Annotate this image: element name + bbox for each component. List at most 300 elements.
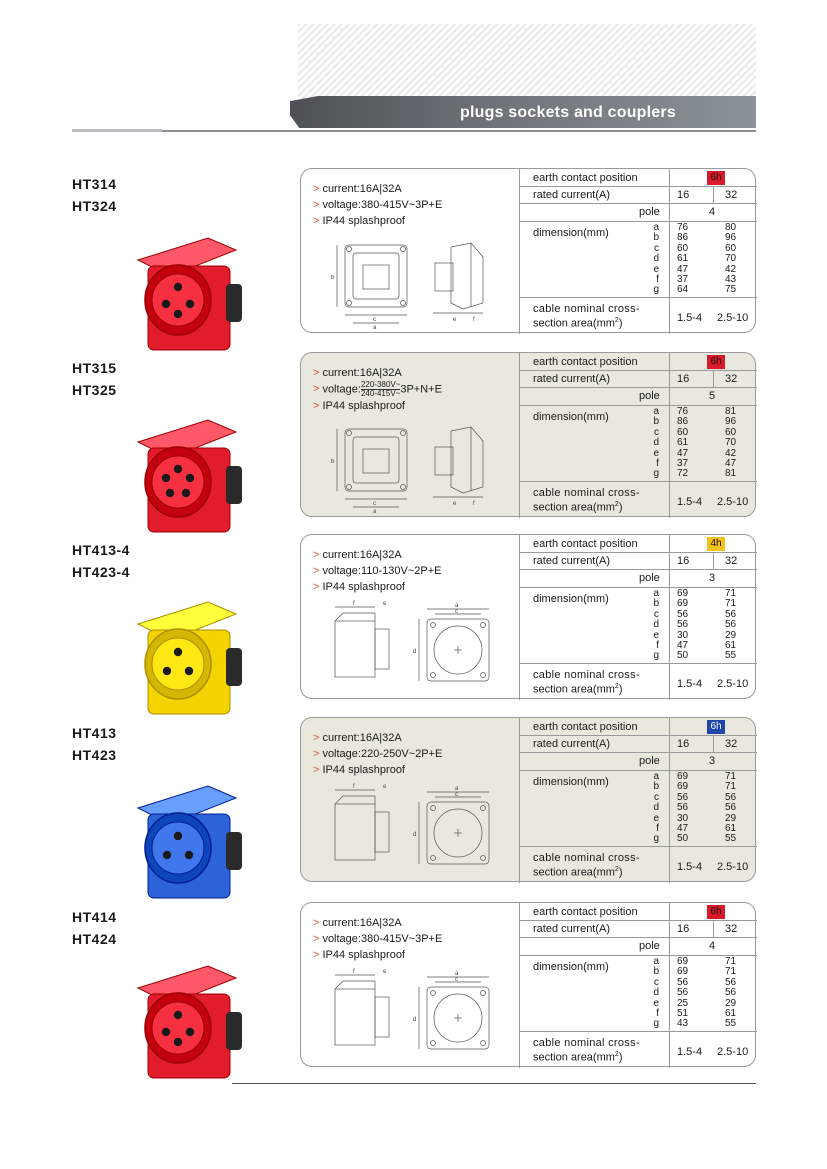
dimension-value: 70 xyxy=(725,253,737,265)
rated-current-label: rated current(A) xyxy=(533,738,611,750)
dimension-drawing xyxy=(323,969,513,1059)
dimension-value: 55 xyxy=(725,650,737,662)
table-rule xyxy=(669,535,670,700)
table-rule xyxy=(519,297,757,298)
dimension-value: 55 xyxy=(725,833,737,845)
pole-label: pole xyxy=(639,940,660,952)
bullet-marker: > xyxy=(313,581,320,593)
table-rule xyxy=(519,387,757,388)
dimension-label: dimension(mm) xyxy=(533,776,609,788)
model-number: HT423-4 xyxy=(72,564,130,580)
feature-list xyxy=(313,547,442,595)
dimension-value: 60 xyxy=(725,242,737,254)
dimension-letter: c xyxy=(654,791,659,803)
dimension-letters xyxy=(643,407,659,480)
dimension-letter: g xyxy=(653,284,659,296)
bullet-marker: > xyxy=(313,917,320,929)
cable-label-close: ) xyxy=(618,866,623,879)
cable-label-close: ) xyxy=(618,317,623,330)
model-number: HT314 xyxy=(72,176,117,192)
dimension-value: 75 xyxy=(725,284,737,296)
dimension-value: 56 xyxy=(677,976,689,988)
protection-text: IP44 splashproof xyxy=(322,764,405,776)
voltage-range xyxy=(361,381,400,398)
cable-label-close: ) xyxy=(618,1051,623,1064)
dimension-letter: a xyxy=(653,588,659,599)
dimension-value: 29 xyxy=(725,812,737,824)
pole-value: 3 xyxy=(709,572,716,584)
dimension-value: 71 xyxy=(725,781,737,793)
dimension-value: 47 xyxy=(677,447,689,459)
spec-table xyxy=(519,353,757,516)
dimension-value: 47 xyxy=(725,458,737,470)
dimension-value: 50 xyxy=(677,650,689,662)
voltage-text: voltage:220-250V~2P+E xyxy=(322,748,443,760)
feature-current xyxy=(313,547,442,563)
dimension-letter: e xyxy=(653,997,659,1009)
table-rule xyxy=(519,903,520,1068)
dimension-values-16 xyxy=(677,589,688,662)
earth-position-badge: 6h xyxy=(707,171,725,185)
dimension-value: 71 xyxy=(725,598,737,610)
svg-text:c: c xyxy=(373,317,376,323)
feature-voltage xyxy=(313,197,442,213)
table-rule xyxy=(519,587,757,588)
table-rule xyxy=(519,937,757,938)
dimension-value: 69 xyxy=(677,956,689,967)
earth-contact-label: earth contact position xyxy=(533,356,638,368)
bullet-marker: > xyxy=(313,549,320,561)
dimension-value: 55 xyxy=(725,1018,737,1030)
table-rule xyxy=(519,752,757,753)
table-rule xyxy=(519,169,520,334)
dimension-value: 69 xyxy=(677,588,689,599)
cable-label-line2 xyxy=(533,866,623,879)
dimension-label: dimension(mm) xyxy=(533,411,609,423)
dimension-value: 42 xyxy=(725,263,737,275)
dimension-value: 96 xyxy=(725,232,737,244)
cable-label-superscript: 2 xyxy=(614,1051,619,1058)
feature-list xyxy=(313,365,442,414)
dimension-value: 81 xyxy=(725,406,737,417)
dimension-letter: g xyxy=(653,468,659,480)
earth-contact-label: earth contact position xyxy=(533,906,638,918)
dimension-letters xyxy=(643,589,659,662)
svg-text:e: e xyxy=(383,969,387,975)
dimension-value: 69 xyxy=(677,966,689,978)
feature-protection xyxy=(313,762,442,778)
svg-text:e: e xyxy=(383,601,387,607)
cable-label-line1: cable nominal cross- xyxy=(533,1037,640,1049)
dimension-value: 30 xyxy=(677,629,689,641)
dimension-value: 37 xyxy=(677,458,689,470)
dimension-label: dimension(mm) xyxy=(533,961,609,973)
dimension-value: 50 xyxy=(677,833,689,845)
bullet-marker: > xyxy=(313,215,320,227)
dimension-value: 64 xyxy=(677,284,689,296)
feature-current xyxy=(313,365,442,381)
dimension-value: 56 xyxy=(725,976,737,988)
dimension-value: 71 xyxy=(725,771,737,782)
feature-current xyxy=(313,915,442,931)
dimension-value: 60 xyxy=(677,242,689,254)
dimension-letters xyxy=(643,223,659,296)
dimension-value: 72 xyxy=(677,468,689,480)
svg-text:d: d xyxy=(413,832,417,838)
dimension-letter: c xyxy=(654,608,659,620)
dimension-letter: a xyxy=(653,222,659,233)
svg-text:c: c xyxy=(455,609,458,615)
current-text: current:16A|32A xyxy=(322,917,402,929)
current-text: current:16A|32A xyxy=(322,183,402,195)
table-rule xyxy=(713,921,714,937)
table-rule xyxy=(519,481,757,482)
feature-voltage xyxy=(313,563,442,579)
product-photo xyxy=(108,228,248,358)
dimension-letter: g xyxy=(653,650,659,662)
feature-list xyxy=(313,730,442,778)
cable-label-line1: cable nominal cross- xyxy=(533,852,640,864)
table-rule xyxy=(519,552,757,553)
cable-area-16: 1.5-4 xyxy=(677,678,703,690)
bullet-marker: > xyxy=(313,183,320,195)
pole-value: 4 xyxy=(709,206,716,218)
pole-label: pole xyxy=(639,572,660,584)
cable-label-superscript: 2 xyxy=(614,866,619,873)
dimension-value: 56 xyxy=(725,608,737,620)
dimension-letter: d xyxy=(653,619,659,631)
svg-text:c: c xyxy=(455,792,458,798)
dimension-letter: f xyxy=(656,274,659,286)
feature-list xyxy=(313,181,442,229)
spec-table xyxy=(519,535,757,698)
dimension-value: 69 xyxy=(677,771,689,782)
spec-table xyxy=(519,718,757,881)
dimension-value: 70 xyxy=(725,437,737,449)
cable-area-16: 1.5-4 xyxy=(677,312,703,324)
dimension-letter: f xyxy=(656,640,659,652)
rated-current-32: 32 xyxy=(725,373,738,385)
svg-text:d: d xyxy=(413,1017,417,1023)
dimension-letter: b xyxy=(653,416,659,428)
dimension-letter: d xyxy=(653,253,659,265)
cable-label-text: section area(mm xyxy=(533,683,615,696)
dimension-values-32 xyxy=(725,772,736,845)
feature-protection xyxy=(313,579,442,595)
pole-value: 3 xyxy=(709,755,716,767)
cable-label-superscript: 2 xyxy=(614,317,619,324)
product-photo xyxy=(108,410,248,540)
feature-current xyxy=(313,181,442,197)
feature-protection xyxy=(313,398,442,414)
rated-current-32: 32 xyxy=(725,738,738,750)
voltage-text: voltage:380-415V~3P+E xyxy=(322,933,443,945)
rated-current-label: rated current(A) xyxy=(533,555,611,567)
svg-text:d: d xyxy=(413,649,417,655)
dimension-drawing xyxy=(323,237,513,331)
dimension-value: 60 xyxy=(725,426,737,438)
dimension-letter: e xyxy=(653,447,659,459)
dimension-value: 69 xyxy=(677,598,689,610)
dimension-value: 29 xyxy=(725,629,737,641)
dimension-value: 47 xyxy=(677,823,689,835)
model-number: HT423 xyxy=(72,747,117,763)
table-rule xyxy=(519,663,757,664)
pole-label: pole xyxy=(639,206,660,218)
svg-text:a: a xyxy=(373,509,377,515)
spec-card xyxy=(300,902,756,1067)
dimension-value: 37 xyxy=(677,274,689,286)
cable-label-text: section area(mm xyxy=(533,501,615,514)
table-rule xyxy=(519,569,757,570)
current-text: current:16A|32A xyxy=(322,732,402,744)
table-rule xyxy=(519,535,520,700)
table-rule xyxy=(519,718,520,883)
bullet-marker: > xyxy=(313,367,320,379)
bullet-marker: > xyxy=(313,949,320,961)
dimension-value: 56 xyxy=(725,987,737,999)
voltage-text: voltage:110-130V~2P+E xyxy=(322,565,442,577)
table-rule xyxy=(669,903,670,1068)
rated-current-label: rated current(A) xyxy=(533,189,611,201)
cable-area-16: 1.5-4 xyxy=(677,1046,703,1058)
table-rule xyxy=(669,353,670,518)
rated-current-16: 16 xyxy=(677,373,690,385)
table-rule xyxy=(519,405,757,406)
bullet-marker: > xyxy=(313,933,320,945)
svg-text:a: a xyxy=(455,786,459,792)
product-photo xyxy=(108,776,248,906)
cable-label-text: section area(mm xyxy=(533,317,615,330)
table-rule xyxy=(519,186,757,187)
table-rule xyxy=(669,169,670,334)
rated-current-16: 16 xyxy=(677,189,690,201)
dimension-value: 42 xyxy=(725,447,737,459)
pole-label: pole xyxy=(639,390,660,402)
dimension-value: 25 xyxy=(677,997,689,1009)
cable-label-line2 xyxy=(533,1051,623,1064)
header-rule-accent xyxy=(72,129,162,132)
table-rule xyxy=(519,955,757,956)
dimension-drawing xyxy=(323,601,513,691)
cable-area-16: 1.5-4 xyxy=(677,496,703,508)
dimension-value: 29 xyxy=(725,997,737,1009)
page-title: plugs sockets and couplers xyxy=(460,104,676,121)
cable-label-superscript: 2 xyxy=(614,501,619,508)
cable-area-32: 2.5-10 xyxy=(717,1046,749,1058)
earth-contact-label: earth contact position xyxy=(533,538,638,550)
voltage-range-top: 220-380V~ xyxy=(360,380,401,389)
dimension-letter: g xyxy=(653,1018,659,1030)
voltage-range-bottom: 240-415V~ xyxy=(360,389,401,398)
rated-current-16: 16 xyxy=(677,738,690,750)
spec-card xyxy=(300,168,756,333)
spec-card xyxy=(300,352,756,517)
dimension-drawing xyxy=(323,421,513,515)
cable-area-32: 2.5-10 xyxy=(717,678,749,690)
dimension-letters xyxy=(643,957,659,1030)
dimension-letter: a xyxy=(653,406,659,417)
dimension-letter: d xyxy=(653,802,659,814)
dimension-value: 81 xyxy=(725,468,737,480)
dimension-value: 96 xyxy=(725,416,737,428)
cable-label-line2 xyxy=(533,683,623,696)
header-hatch-pattern xyxy=(298,24,756,100)
svg-text:e: e xyxy=(453,317,457,323)
svg-text:e: e xyxy=(383,784,387,790)
dimension-letter: d xyxy=(653,987,659,999)
dimension-value: 69 xyxy=(677,781,689,793)
dimension-value: 56 xyxy=(677,802,689,814)
cable-label-close: ) xyxy=(618,683,623,696)
dimension-value: 43 xyxy=(725,274,737,286)
dimension-value: 56 xyxy=(725,619,737,631)
dimension-letter: f xyxy=(656,458,659,470)
protection-text: IP44 splashproof xyxy=(322,581,405,593)
bullet-marker: > xyxy=(313,400,320,412)
model-number: HT424 xyxy=(72,931,117,947)
spec-table xyxy=(519,903,757,1066)
dimension-value: 56 xyxy=(677,987,689,999)
dimension-values-16 xyxy=(677,407,688,480)
dimension-values-32 xyxy=(725,957,736,1030)
dimension-value: 56 xyxy=(677,619,689,631)
cable-label-superscript: 2 xyxy=(614,683,619,690)
dimension-value: 56 xyxy=(725,791,737,803)
rated-current-32: 32 xyxy=(725,189,738,201)
dimension-values-32 xyxy=(725,223,736,296)
dimension-letter: e xyxy=(653,812,659,824)
table-rule xyxy=(519,221,757,222)
product-photo xyxy=(108,592,248,722)
cable-area-32: 2.5-10 xyxy=(717,312,749,324)
rated-current-32: 32 xyxy=(725,923,738,935)
bullet-marker: > xyxy=(313,748,320,760)
dimension-letter: a xyxy=(653,956,659,967)
dimension-letter: d xyxy=(653,437,659,449)
rated-current-label: rated current(A) xyxy=(533,373,611,385)
model-number: HT324 xyxy=(72,198,117,214)
table-rule xyxy=(519,920,757,921)
table-rule xyxy=(669,718,670,883)
spec-table xyxy=(519,169,757,332)
dimension-value: 30 xyxy=(677,812,689,824)
dimension-value: 56 xyxy=(677,791,689,803)
table-rule xyxy=(713,736,714,752)
cable-label-close: ) xyxy=(618,501,623,514)
cable-area-32: 2.5-10 xyxy=(717,496,749,508)
dimension-letters xyxy=(643,772,659,845)
cable-label-text: section area(mm xyxy=(533,1051,615,1064)
svg-text:f: f xyxy=(353,601,355,607)
dimension-values-16 xyxy=(677,957,688,1030)
bullet-marker: > xyxy=(313,732,320,744)
rated-current-label: rated current(A) xyxy=(533,923,611,935)
cable-label-line2 xyxy=(533,317,623,330)
earth-position-badge: 6h xyxy=(707,905,725,919)
dimension-letter: e xyxy=(653,629,659,641)
dimension-letter: f xyxy=(656,1008,659,1020)
dimension-value: 61 xyxy=(725,640,737,652)
feature-voltage xyxy=(313,746,442,762)
dimension-value: 80 xyxy=(725,222,737,233)
dimension-value: 76 xyxy=(677,406,689,417)
bullet-marker: > xyxy=(313,199,320,211)
dimension-letter: c xyxy=(654,976,659,988)
rated-current-16: 16 xyxy=(677,555,690,567)
dimension-value: 71 xyxy=(725,966,737,978)
dimension-value: 61 xyxy=(677,437,689,449)
model-number: HT315 xyxy=(72,360,117,376)
bullet-marker: > xyxy=(313,764,320,776)
rated-current-32: 32 xyxy=(725,555,738,567)
earth-position-badge: 4h xyxy=(707,537,725,551)
svg-text:a: a xyxy=(455,971,459,977)
pole-label: pole xyxy=(639,755,660,767)
cable-label-line1: cable nominal cross- xyxy=(533,669,640,681)
pole-value: 5 xyxy=(709,390,716,402)
svg-text:e: e xyxy=(453,501,457,507)
cable-label-line1: cable nominal cross- xyxy=(533,487,640,499)
model-number: HT413 xyxy=(72,725,117,741)
voltage-suffix: 3P+N+E xyxy=(400,383,442,396)
dimension-value: 61 xyxy=(725,1008,737,1020)
dimension-letter: c xyxy=(654,426,659,438)
table-rule xyxy=(519,203,757,204)
product-photo xyxy=(108,956,248,1086)
dimension-value: 71 xyxy=(725,588,737,599)
table-rule xyxy=(519,353,520,518)
table-rule xyxy=(519,770,757,771)
spec-card xyxy=(300,534,756,699)
header-rule xyxy=(72,130,756,132)
dimension-letter: b xyxy=(653,598,659,610)
dimension-letter: f xyxy=(656,823,659,835)
footer-rule xyxy=(232,1083,756,1084)
svg-text:b: b xyxy=(331,459,335,465)
svg-text:f: f xyxy=(473,317,475,323)
dimension-letter: b xyxy=(653,966,659,978)
dimension-value: 86 xyxy=(677,416,689,428)
dimension-value: 61 xyxy=(725,823,737,835)
svg-text:c: c xyxy=(455,977,458,983)
bullet-marker: > xyxy=(313,565,320,577)
cable-label-line2 xyxy=(533,501,623,514)
model-number: HT325 xyxy=(72,382,117,398)
model-number: HT414 xyxy=(72,909,117,925)
dimension-value: 47 xyxy=(677,640,689,652)
voltage-prefix: voltage: xyxy=(322,383,361,396)
feature-protection xyxy=(313,213,442,229)
table-rule xyxy=(519,735,757,736)
dimension-drawing xyxy=(323,784,513,874)
earth-contact-label: earth contact position xyxy=(533,172,638,184)
spec-card xyxy=(300,717,756,882)
table-rule xyxy=(713,187,714,203)
svg-text:c: c xyxy=(373,501,376,507)
cable-area-16: 1.5-4 xyxy=(677,861,703,873)
table-rule xyxy=(713,371,714,387)
protection-text: IP44 splashproof xyxy=(322,400,405,412)
svg-text:a: a xyxy=(455,603,459,609)
table-rule xyxy=(519,1031,757,1032)
feature-voltage xyxy=(313,381,442,398)
dimension-value: 61 xyxy=(677,253,689,265)
dimension-value: 56 xyxy=(725,802,737,814)
dimension-letter: a xyxy=(653,771,659,782)
dimension-value: 60 xyxy=(677,426,689,438)
dimension-value: 43 xyxy=(677,1018,689,1030)
